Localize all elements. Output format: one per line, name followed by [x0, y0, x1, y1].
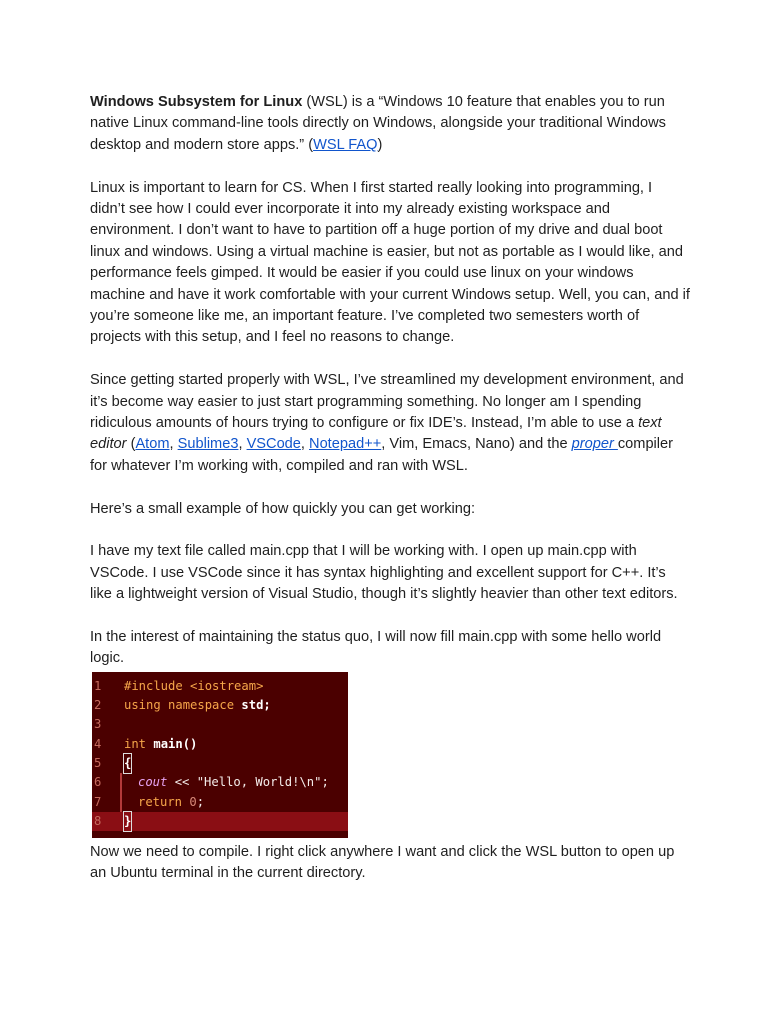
string-literal: "Hello, World!\n" [196, 775, 322, 790]
separator: , [300, 436, 310, 453]
code-text [124, 696, 271, 715]
document-body [90, 92, 690, 906]
number-literal: 0 [182, 794, 197, 809]
brace: } [124, 812, 131, 831]
paragraph-example-intro: Here’s a small example of how quickly you can get working: [90, 500, 476, 517]
dev-env-text-4: compiler for whatever I’m working with, compiled and ran with WSL. [90, 436, 674, 474]
dev-env-text-1: Since getting started properly with WSL, I’ve streamlined my development environment, and it’s become way easier to just start programming something. No longer am I spending ridiculous amounts of hours trying to configure or fix IDE’s. Instead, I’m able to use a [90, 372, 684, 432]
wsl-intro-text: (WSL) is a “Windows 10 feature that enables you to run native Linux command-line tools directly on Windows, alongside your traditional Windows desktop and modern store apps.” ( [90, 94, 666, 153]
paragraph-compile: Now we need to compile. I right click anywhere I want and click the WSL button to open up an Ubuntu terminal in the current directory. [90, 843, 675, 882]
line-number: 3 [94, 717, 102, 732]
separator: , [169, 436, 178, 453]
keyword: int [124, 736, 147, 751]
keyword: using namespace [124, 698, 235, 713]
code-text: #include <iostream> [124, 678, 264, 693]
code-line [92, 715, 348, 734]
operator: << [167, 775, 197, 790]
identifier: main() [146, 736, 198, 751]
code-text [124, 735, 197, 754]
dev-env-text-2: ( [126, 436, 136, 453]
code-line [92, 696, 348, 715]
keyword: return [138, 794, 183, 809]
sublime3-link[interactable]: Sublime3 [177, 436, 239, 453]
wsl-faq-link[interactable]: WSL FAQ [313, 136, 378, 153]
paragraph-wsl-intro [90, 92, 690, 156]
code-line [92, 754, 348, 773]
separator: , [238, 436, 247, 453]
notepadpp-link[interactable]: Notepad++ [309, 436, 382, 453]
line-number: 5 [94, 756, 102, 771]
line-number: 2 [94, 698, 102, 713]
vscode-link[interactable]: VSCode [246, 436, 301, 453]
text-editor-italic: text editor [90, 415, 662, 453]
line-number: 7 [94, 794, 102, 809]
code-line [92, 793, 348, 812]
line-number: 6 [94, 775, 102, 790]
line-number: 4 [94, 736, 102, 751]
atom-link[interactable]: Atom [135, 436, 170, 453]
identifier: cout [138, 775, 168, 790]
paragraph-why-linux: Linux is important to learn for CS. When I first started really looking into programming, I didn’t see how I could ever incorporate it into my already existing workspace and environment. I don’t want to have to partition off a huge portion of my drive and dual boot linux and windows. Using a virtual machine is easier, but not as portable as I would like, and performance feels gimped. It would be easier if you could use linux on your windows machine and have it work comfortable with your current Windows setup. Well, you can, and if you’re someone like me, an important feature. I’ve completed two semesters worth of projects with this setup, and I feel no reasons to change. [90, 179, 690, 346]
code-line [92, 735, 348, 754]
code-text [138, 793, 204, 812]
identifier: std; [234, 698, 271, 713]
code-line-active [92, 812, 348, 831]
dev-env-text-3: , Vim, Emacs, Nano) and the [381, 436, 572, 453]
punctuation: ; [196, 794, 205, 809]
brace: { [124, 754, 131, 773]
code-screenshot [92, 672, 348, 838]
code-text [138, 773, 329, 792]
line-number: 1 [94, 678, 102, 693]
proper-italic: proper [571, 436, 618, 453]
line-number: 8 [94, 813, 102, 828]
paragraph-dev-environment [90, 370, 690, 477]
proper-link[interactable] [572, 436, 618, 452]
wsl-bold-term: Windows Subsystem for Linux [90, 94, 303, 110]
code-line [92, 677, 348, 696]
wsl-intro-end: ) [377, 136, 383, 153]
punctuation: ; [321, 775, 329, 790]
paragraph-main-cpp: I have my text file called main.cpp that I will be working with. I open up main.cpp with VSCode. I use VSCode since it has syntax highlighting and excellent support for C++. It’s like a lightweight version of Visual Studio, though it’s slightly heavier than other text editors. [90, 543, 678, 603]
paragraph-hello-world: In the interest of maintaining the status quo, I will now fill main.cpp with some hello world logic. [90, 629, 662, 667]
code-line [92, 773, 348, 792]
